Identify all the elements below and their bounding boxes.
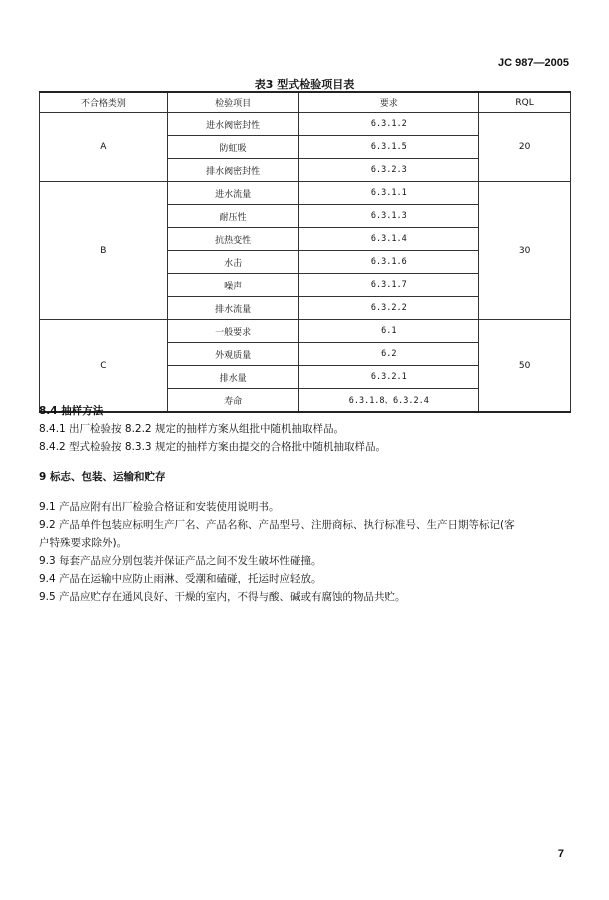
item-cell: 耐压性 [167,205,299,228]
table-row [40,320,571,343]
requirement-cell: 6.3.2.3 [299,159,479,182]
requirement-cell: 6.3.1.4 [299,228,479,251]
clause-8-4-2: 8.4.2 型式检验按 8.3.3 规定的抽样方案由提交的合格批中随机抽取样品。 [39,441,386,453]
item-cell: 防虹吸 [167,136,299,159]
rql-cell: 50 [479,320,571,413]
header-item: 检验项目 [167,92,299,113]
section-heading-9: 9 标志、包装、运输和贮存 [39,471,166,483]
clause-9-4: 9.4 产品在运输中应防止雨淋、受潮和磕碰，托运时应轻放。 [39,573,322,585]
header-rql: RQL [479,92,571,113]
type-test-items-table [39,91,571,413]
requirement-cell: 6.3.2.2 [299,297,479,320]
item-cell: 一般要求 [167,320,299,343]
table-row [40,113,571,136]
item-cell: 外观质量 [167,343,299,366]
header-category: 不合格类别 [40,92,168,113]
requirement-cell: 6.3.1.7 [299,274,479,297]
table-header-row [40,92,571,113]
requirement-cell: 6.3.1.2 [299,113,479,136]
page-number: 7 [557,848,564,860]
item-cell: 水击 [167,251,299,274]
clause-9-1: 9.1 产品应附有出厂检验合格证和安装使用说明书。 [39,501,280,513]
table-row [40,182,571,205]
item-cell: 排水量 [167,366,299,389]
item-cell: 寿命 [167,389,299,413]
requirement-cell: 6.3.1.6 [299,251,479,274]
clause-9-2-line1: 9.2 产品单件包装应标明生产厂名、产品名称、产品型号、注册商标、执行标准号、生产日期等标记(客 [39,519,515,531]
requirement-cell: 6.3.1.5 [299,136,479,159]
requirement-cell: 6.2 [299,343,479,366]
clause-8-4-1: 8.4.1 出厂检验按 8.2.2 规定的抽样方案从组批中随机抽取样品。 [39,423,344,435]
section-heading-8-4: 8.4 抽样方法 [39,405,104,417]
requirement-cell: 6.3.2.1 [299,366,479,389]
item-cell: 噪声 [167,274,299,297]
category-cell: C [40,320,168,413]
clause-9-5: 9.5 产品应贮存在通风良好、干燥的室内，不得与酸、碱或有腐蚀的物品共贮。 [39,591,406,603]
table-title: 表3 型式检验项目表 [254,78,355,91]
requirement-cell: 6.1 [299,320,479,343]
header-requirement: 要求 [299,92,479,113]
rql-cell: 20 [479,113,571,182]
item-cell: 进水阀密封性 [167,113,299,136]
category-cell: A [40,113,168,182]
rql-cell: 30 [479,182,571,320]
clause-9-3: 9.3 每套产品应分别包装并保证产品之间不发生破坏性碰撞。 [39,555,322,567]
category-cell: B [40,182,168,320]
clause-9-2-line2: 户特殊要求除外)。 [39,537,128,549]
standard-code: JC 987—2005 [498,57,569,69]
item-cell: 排水阀密封性 [167,159,299,182]
item-cell: 抗热变性 [167,228,299,251]
item-cell: 进水流量 [167,182,299,205]
requirement-cell: 6.3.1.8、6.3.2.4 [299,389,479,413]
requirement-cell: 6.3.1.1 [299,182,479,205]
requirement-cell: 6.3.1.3 [299,205,479,228]
item-cell: 排水流量 [167,297,299,320]
body-text [39,402,579,606]
